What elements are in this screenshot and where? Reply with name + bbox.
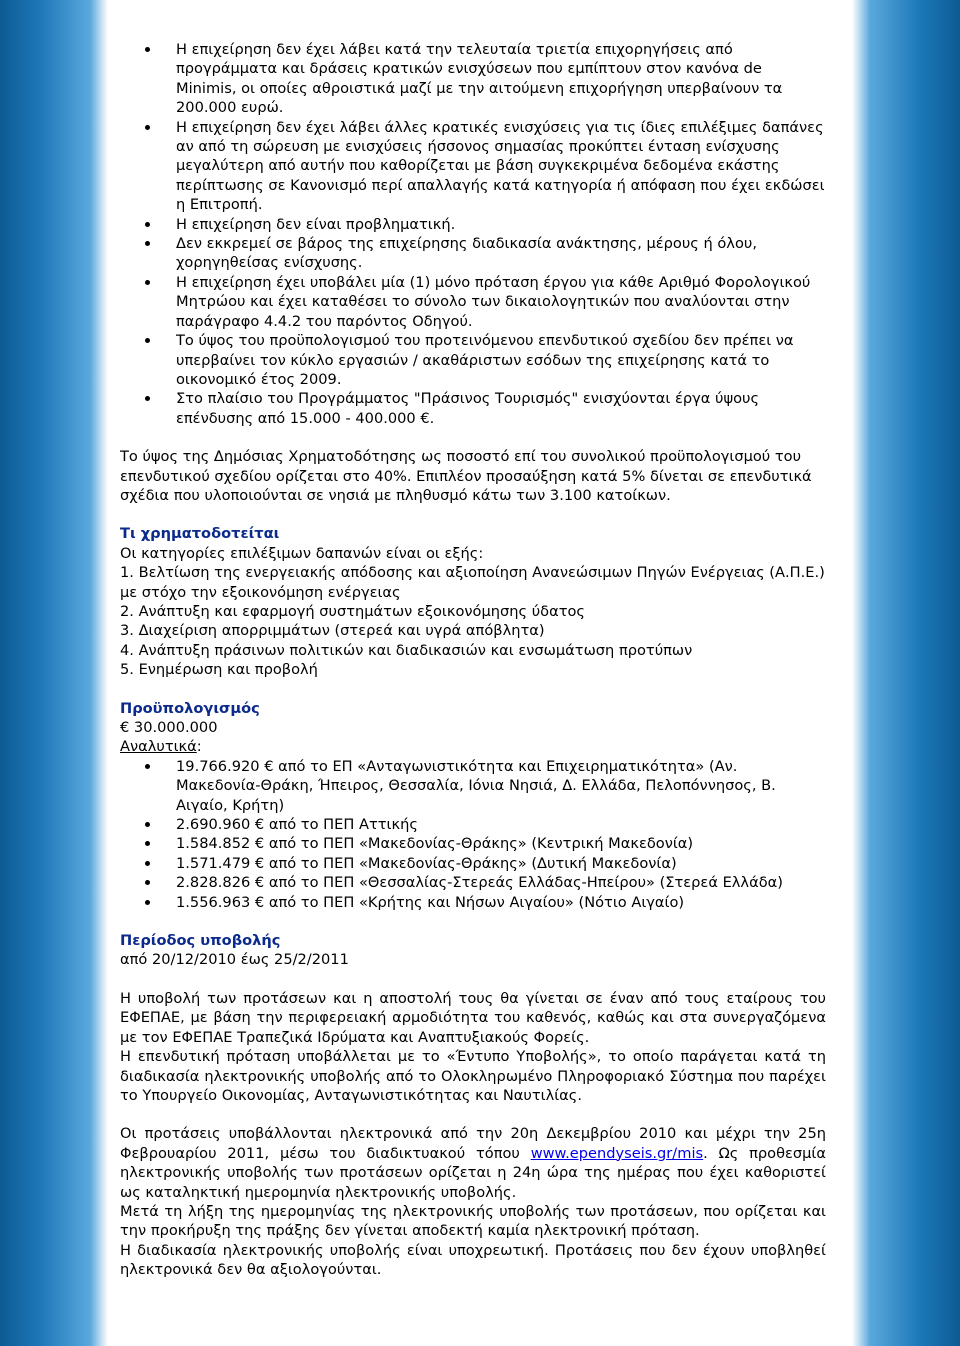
- submission-text-after-link: . Ως προθεσμία ηλεκτρονικής υποβολής των προτάσεων ορίζεται η 24η ώρα της ημέρας που έχει καθοριστεί ως καταληκτική ημερομηνία ηλεκτρονικής υποβολής.: [120, 1144, 826, 1201]
- what-funded-heading: Τι χρηματοδοτείται: [120, 525, 280, 543]
- list-item: Η επιχείρηση δεν είναι προβληματική.: [120, 215, 826, 234]
- submission-paragraph: Η επενδυτική πρόταση υποβάλλεται με το «Έντυπο Υποβολής», το οποίο παράγεται κατά τη διαδικασία ηλεκτρονικής υποβολής από το Ολοκληρωμένο Πληροφοριακό Σύστημα που παρέχει το Υπουργείο Οικονομίας, Ανταγωνιστικότητας και Ναυτιλίας.: [120, 1048, 826, 1104]
- list-item: 1.556.963 € από το ΠΕΠ «Κρήτης και Νήσων Αιγαίου» (Νότιο Αιγαίο): [120, 893, 826, 912]
- list-item: 1.571.479 € από το ΠΕΠ «Μακεδονίας-Θράκης» (Δυτική Μακεδονία): [120, 854, 826, 873]
- expense-category-item: 3. Διαχείριση απορριμμάτων (στερεά και υγρά απόβλητα): [120, 622, 545, 640]
- eligibility-criteria-list: [120, 40, 826, 428]
- list-item: 2.690.960 € από το ΠΕΠ Αττικής: [120, 815, 826, 834]
- document-content: [120, 40, 826, 1280]
- budget-heading: Προϋπολογισμός: [120, 699, 260, 717]
- budget-total: € 30.000.000: [120, 719, 218, 736]
- list-item: Η επιχείρηση δεν έχει λάβει άλλες κρατικές ενισχύσεις για τις ίδιες επιλέξιμες δαπάνες αν από τη σώρευση με ενισχύσεις ήσσονος σημασίας προκύπτει ένταση ενίσχυσης μεγαλύτερη από αυτήν που καθορίζεται με βάση συγκεκριμένα δεδομένα εκάστης περίπτωσης σε Κανονισμό περί απαλλαγής κατά κατηγορία ή απόφαση που έχει εκδώσει η Επιτροπή.: [120, 118, 826, 215]
- expense-category-item: 4. Ανάπτυξη πράσινων πολιτικών και διαδικασιών και ενσωμάτωση προτύπων: [120, 641, 693, 659]
- submission-heading: Περίοδος υποβολής: [120, 932, 281, 950]
- expense-category-item: 1. Βελτίωση της ενεργειακής απόδοσης και αξιοποίηση Ανανεώσιμων Πηγών Ενέργειας (Α.Π.Ε.) με στόχο την εξοικονόμηση ενέργειας: [120, 564, 825, 601]
- submission-text-before-link: Οι προτάσεις υποβάλλονται ηλεκτρονικά από την 20η Δεκεμβρίου 2010 και μέχρι την 25η Φεβρουαρίου 2011, μέσω του διαδικτυακού τόπου: [120, 1125, 826, 1162]
- submission-paragraph: Η υποβολή των προτάσεων και η αποστολή τους θα γίνεται σε έναν από τους εταίρους του ΕΦΕΠΑΕ, με βάση την περιφερειακή αρμοδιότητα του καθενός, καθώς και στα συνεργαζόμενα με τον ΕΦΕΠΑΕ Τραπεζικά Ιδρύματα και Αναπτυξιακούς Φορείς.: [120, 989, 826, 1046]
- list-item: 2.828.826 € από το ΠΕΠ «Θεσσαλίας-Στερεάς Ελλάδας-Ηπείρου» (Στερεά Ελλάδα): [120, 873, 826, 892]
- ependyseis-link[interactable]: www.ependyseis.gr/mis: [530, 1144, 704, 1162]
- funding-paragraph: Το ύψος της Δημόσιας Χρηματοδότησης ως ποσοστό επί του συνολικού προϋπολογισμού του επενδυτικού σχεδίου ορίζεται στο 40%. Επιπλέον προσαύξηση κατά 5% δίνεται σε επενδυτικά σχέδια που υλοποιούνται σε νησιά με πληθυσμό κάτω των 3.100 κατοίκων.: [120, 448, 812, 504]
- details-label-text: Αναλυτικά: [120, 738, 197, 756]
- list-item: Η επιχείρηση έχει υποβάλει μία (1) μόνο πρόταση έργου για κάθε Αριθμό Φορολογικού Μητρώου και έχει καταθέσει το σύνολο των δικαιολογητικών που αναλύονται στην παράγραφο 4.4.2 του παρόντος Οδηγού.: [120, 273, 826, 331]
- expense-category-item: 5. Ενημέρωση και προβολή: [120, 661, 318, 679]
- budget-details-label: [120, 737, 826, 756]
- submission-period: από 20/12/2010 έως 25/2/2011: [120, 951, 349, 969]
- document-page: [108, 0, 852, 1346]
- details-label-colon: :: [196, 738, 202, 756]
- list-item: 19.766.920 € από το ΕΠ «Ανταγωνιστικότητα και Επιχειρηματικότητα» (Αν. Μακεδονία-Θράκη, Ήπειρος, Θεσσαλία, Ιόνια Νησιά, Δ. Ελλάδα, Πελοπόννησος, Β. Αιγαίο, Κρήτη): [120, 757, 826, 815]
- list-item: Η επιχείρηση δεν έχει λάβει κατά την τελευταία τριετία επιχορηγήσεις από προγράμματα και δράσεις κρατικών ενισχύσεων που εμπίπτουν στον κανόνα de Minimis, οι οποίες αθροιστικά μαζί με την αιτούμενη επιχορήγηση υπερβαίνουν τα 200.000 ευρώ.: [120, 40, 826, 118]
- what-funded-intro: Οι κατηγορίες επιλέξιμων δαπανών είναι οι εξής:: [120, 544, 484, 562]
- submission-paragraph: Η διαδικασία ηλεκτρονικής υποβολής είναι υποχρεωτική. Προτάσεις που δεν έχουν υποβληθεί ηλεκτρονικά δεν θα αξιολογούνται.: [120, 1241, 826, 1279]
- expense-category-item: 2. Ανάπτυξη και εφαρμογή συστημάτων εξοικονόμησης ύδατος: [120, 602, 585, 620]
- list-item: 1.584.852 € από το ΠΕΠ «Μακεδονίας-Θράκης» (Κεντρική Μακεδονία): [120, 834, 826, 853]
- list-item: Δεν εκκρεμεί σε βάρος της επιχείρησης διαδικασία ανάκτησης, μέρους ή όλου, χορηγηθείσας ενίσχυσης.: [120, 234, 826, 273]
- list-item: Στο πλαίσιο του Προγράμματος "Πράσινος Τουρισμός" ενισχύονται έργα ύψους επένδυσης από 15.000 - 400.000 €.: [120, 389, 826, 428]
- submission-paragraph: [120, 1124, 826, 1202]
- list-item: Το ύψος του προϋπολογισμού του προτεινόμενου επενδυτικού σχεδίου δεν πρέπει να υπερβαίνει τον κύκλο εργασιών / ακαθάριστων εσόδων της επιχείρησης κατά το οικονομικό έτος 2009.: [120, 331, 826, 389]
- budget-breakdown-list: [120, 757, 826, 912]
- submission-paragraph: Μετά τη λήξη της ημερομηνίας της ηλεκτρονικής υποβολής των προτάσεων, που ορίζεται και την προκήρυξη της πράξης δεν γίνεται αποδεκτή καμία ηλεκτρονική πρόταση.: [120, 1202, 826, 1240]
